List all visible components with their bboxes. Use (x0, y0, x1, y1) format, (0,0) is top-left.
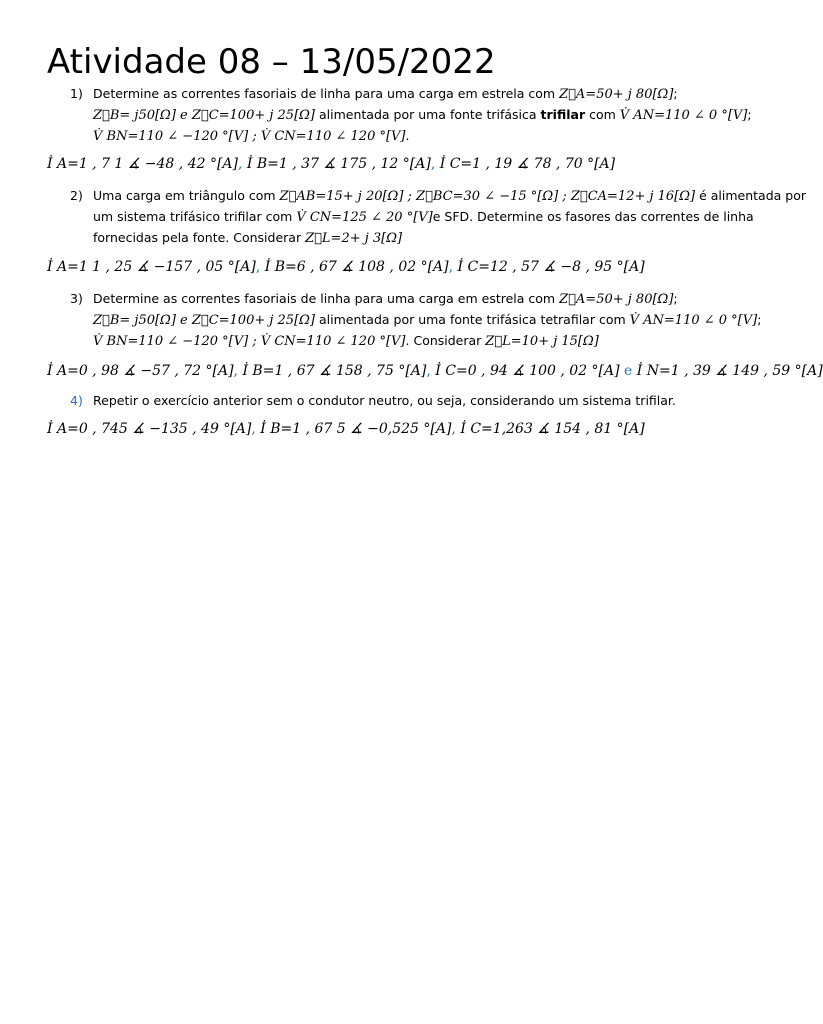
exercise-line (93, 207, 754, 228)
exercise-text: ; (747, 107, 752, 122)
math-expression: Z⃗L=10+ j 15[Ω] (485, 334, 599, 349)
exercise-text: Determine as correntes fasoriais de linha para uma carga em estrela com (93, 86, 560, 101)
exercise-number: 1) (70, 86, 83, 101)
answer-separator: , (430, 156, 436, 172)
exercise-text: com (585, 107, 620, 122)
answer-current-n: İ N=1 , 39 ∡ 149 , 59 °[A] (636, 363, 823, 379)
answer-separator: , (451, 421, 456, 437)
exercise-text: e SFD. Determine os fasores das correntes de linha (432, 209, 754, 224)
math-expression: V̇ CN=125 ∠ 20 °[V] (296, 210, 433, 225)
answer-current-a: İ A=1 1 , 25 ∡ −157 , 05 °[A] (47, 259, 256, 275)
answer-separator: , (426, 363, 431, 379)
math-expression: Z⃗B= j50[Ω] e Z⃗C=100+ j 25[Ω] (93, 313, 316, 328)
answer-2 (47, 257, 645, 277)
answer-current-a: İ A=0 , 98 ∡ −57 , 72 °[A] (47, 363, 234, 379)
exercise-number: 2) (70, 188, 83, 203)
exercise-line (93, 289, 733, 310)
exercise-number: 3) (70, 291, 83, 306)
exercise-text: Determine as correntes fasoriais de linha para uma carga em estrela com (93, 291, 560, 306)
math-expression: Z⃗L=2+ j 3[Ω] (305, 231, 403, 246)
math-expression: Z⃗A=50+ j 80[Ω] (559, 87, 674, 102)
answer-3 (47, 361, 823, 381)
answer-separator: , (233, 363, 238, 379)
exercise-text: alimentada por uma fonte trifásica (315, 107, 541, 122)
exercise-text: . (405, 128, 410, 143)
math-expression: Z⃗B= j50[Ω] e Z⃗C=100+ j 25[Ω] (93, 108, 316, 123)
answer-4 (47, 419, 645, 439)
exercise-line (93, 84, 733, 105)
answer-current-b: İ B=1 , 37 ∡ 175 , 12 °[A] (246, 156, 431, 172)
answer-current-a: İ A=1 , 7 1 ∡ −48 , 42 °[A] (47, 156, 238, 172)
answer-1 (47, 154, 615, 174)
math-expression: V̇ BN=110 ∠ −120 °[V] ; V̇ CN=110 ∠ 120 °[V] (93, 129, 406, 144)
exercise-text: . Considerar (405, 333, 486, 348)
exercise-line (93, 186, 806, 207)
exercise-text: é alimentada por (695, 188, 806, 203)
answer-current-a: İ A=0 , 745 ∡ −135 , 49 °[A] (47, 421, 252, 437)
exercise-text: alimentada por uma fonte trifásica tetrafilar com (315, 312, 630, 327)
answer-separator: , (251, 421, 256, 437)
exercise-text: um sistema trifásico trifilar com (93, 209, 297, 224)
answer-current-b: İ B=1 , 67 5 ∡ −0,525 °[A] (260, 421, 452, 437)
exercise-line (93, 105, 752, 126)
answer-separator: e (624, 363, 633, 379)
answer-current-c: İ C=1,263 ∡ 154 , 81 °[A] (460, 421, 645, 437)
exercise-line (93, 331, 733, 352)
exercise-text: ; (673, 291, 678, 306)
answer-current-c: İ C=12 , 57 ∡ −8 , 95 °[A] (457, 259, 645, 275)
page-title: Atividade 08 – 13/05/2022 (47, 42, 496, 82)
exercise-line (93, 310, 762, 331)
math-expression: V̇ AN=110 ∠ 0 °[V] (629, 313, 758, 328)
math-expression: Z⃗A=50+ j 80[Ω] (559, 292, 674, 307)
exercise-text: Uma carga em triângulo com (93, 188, 280, 203)
exercise-line (93, 228, 733, 249)
answer-current-c: İ C=1 , 19 ∡ 78 , 70 °[A] (439, 156, 616, 172)
exercise-number: 4) (70, 393, 83, 408)
math-expression: V̇ AN=110 ∠ 0 °[V] (619, 108, 748, 123)
exercise-text: ; (757, 312, 762, 327)
exercise-text: fornecidas pela fonte. Considerar (93, 230, 306, 245)
math-expression: V̇ BN=110 ∠ −120 °[V] ; V̇ CN=110 ∠ 120 °[V] (93, 334, 406, 349)
answer-separator: , (238, 156, 243, 172)
exercise-line (93, 126, 733, 147)
math-expression: Z⃗AB=15+ j 20[Ω] ; Z⃗BC=30 ∠ −15 °[Ω] ; Z⃗CA=12+ j 16[Ω] (279, 189, 696, 204)
exercise-text-bold: trifilar (540, 107, 586, 122)
exercise-text: Repetir o exercício anterior sem o condutor neutro, ou seja, considerando um sistema trifilar. (93, 393, 676, 408)
answer-current-b: İ B=1 , 67 ∡ 158 , 75 °[A] (242, 363, 427, 379)
answer-current-b: İ B=6 , 67 ∡ 108 , 02 °[A] (264, 259, 449, 275)
answer-separator: , (255, 259, 261, 275)
exercise-text: ; (673, 86, 678, 101)
answer-current-c: İ C=0 , 94 ∡ 100 , 02 °[A] (435, 363, 620, 379)
answer-separator: , (448, 259, 454, 275)
